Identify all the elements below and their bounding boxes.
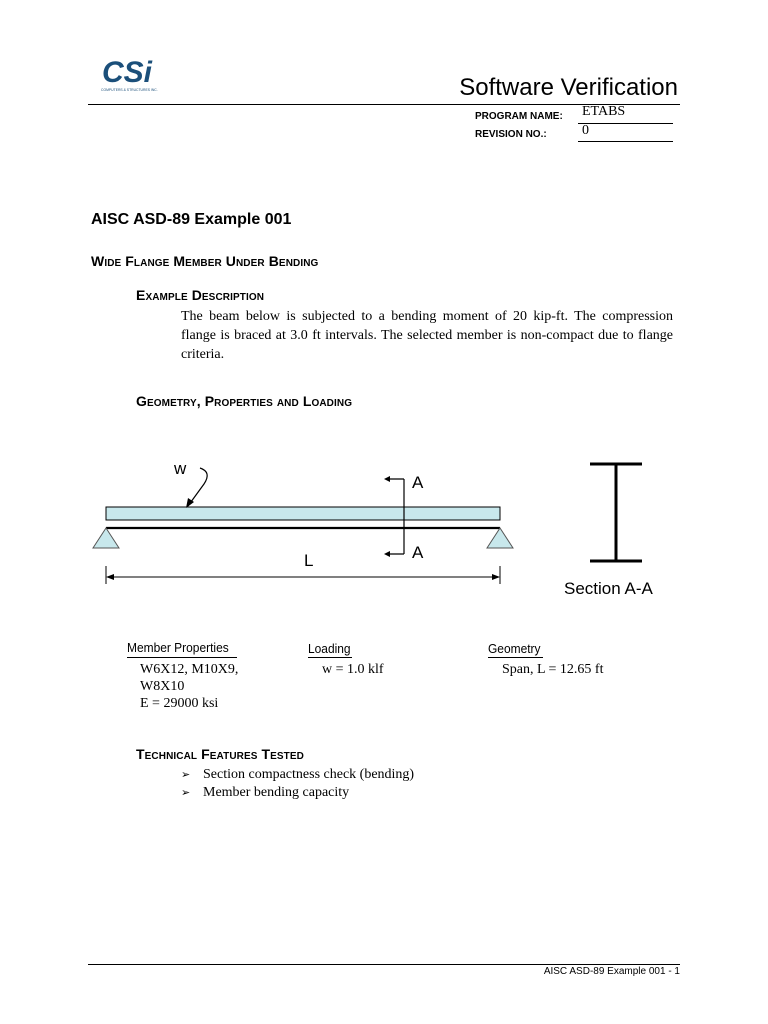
revision-value: 0 [582,123,589,138]
revision-line [578,141,673,142]
beam [106,507,500,520]
span-label: L [304,551,314,570]
revision-label: REVISION NO.: [475,129,547,140]
dim-arrow-left [106,574,114,580]
loading-underline [308,657,352,658]
feature-item [181,767,414,783]
arrow-bullet-icon: ➢ [181,786,191,799]
document-title: AISC ASD-89 Example 001 [91,211,292,228]
geometry-line-1: Span, L = 12.65 ft [502,662,604,677]
feature-item-text: Section compactness check (bending) [203,767,415,782]
member-line-1: W6X12, M10X9, [140,662,239,677]
geometry-prop-heading: Geometry [488,641,541,656]
document-subtitle: Wide Flange Member Under Bending [91,253,319,269]
section-cut-bottom-arrow [384,551,390,557]
feature-item-text: Member bending capacity [203,785,350,800]
section-mark-bottom: A [412,543,424,562]
arrow-bullet-icon: ➢ [181,768,191,781]
geometry-heading: Geometry, Properties and Loading [136,393,353,409]
load-label: w [174,459,187,478]
header-title: Software Verification [459,74,678,101]
loading-heading: Loading [308,641,351,656]
dim-arrow-right [492,574,500,580]
member-line-2: W8X10 [140,679,185,694]
footer-page-label: AISC ASD-89 Example 001 - 1 [543,966,680,977]
section-cut-top-arrow [384,476,390,482]
member-line-3: E = 29000 ksi [140,696,219,711]
logo-tagline: COMPUTERS & STRUCTURES INC. [101,88,158,92]
geometry-prop-underline [488,657,543,658]
right-support [487,528,513,548]
program-name-label: PROGRAM NAME: [475,111,563,122]
section-mark-top: A [412,473,424,492]
loading-line-1: w = 1.0 klf [322,662,384,677]
description-heading: Example Description [136,287,265,303]
member-properties-heading: Member Properties [127,640,229,655]
feature-item [181,785,349,801]
beam-figure [90,448,680,598]
description-text: The beam below is subjected to a bending moment of 20 kip-ft. The compression flange is braced at 3.0 ft intervals. The selected member is non-compact due to flange criteria. [181,309,673,362]
left-support [93,528,119,548]
program-name-value: ETABS [582,104,626,119]
program-name-line [578,123,673,124]
footer-rule [88,964,680,965]
features-heading: Technical Features Tested [136,746,304,762]
logo-text: CSi [102,56,153,89]
member-properties-underline [127,657,237,658]
section-caption: Section A-A [564,579,653,598]
csi-logo [100,52,160,94]
